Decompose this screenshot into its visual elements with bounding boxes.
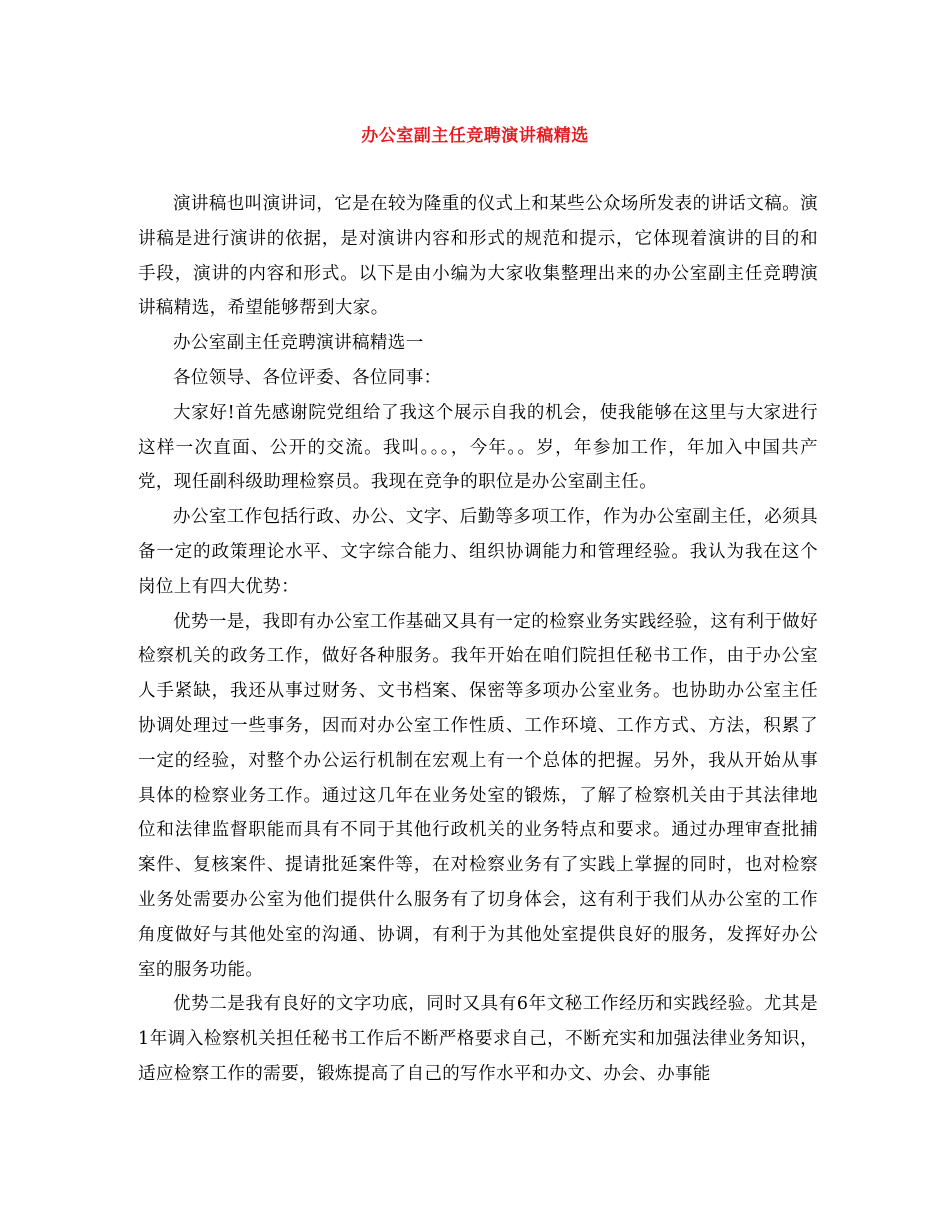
paragraph-intro: 演讲稿也叫演讲词，它是在较为隆重的仪式上和某些公众场所发表的讲话文稿。演讲稿是进行演讲的依据，是对演讲内容和形式的规范和提示，它体现着演讲的目的和手段，演讲的内容和形式。以下是由小编为大家收集整理出来的办公室副主任竞聘演讲稿精选，希望能够帮到大家。 [138, 194, 818, 319]
paragraph-advantage-two: 优势二是我有良好的文字功底，同时又具有6年文秘工作经历和实践经验。尤其是1年调入检察机关担任秘书工作后不断严格要求自己，不断充实和加强法律业务知识，适应检察工作的需要，锻炼提高了自己的写作水平和办文、办会、办事能 [138, 994, 818, 1084]
paragraph-section-heading: 办公室副主任竞聘演讲稿精选一 [173, 333, 424, 354]
paragraph-salutation: 各位领导、各位评委、各位同事： [173, 367, 442, 388]
paragraph-greeting: 大家好!首先感谢院党组给了我这个展示自我的机会，使我能够在这里与大家进行这样一次直面、公开的交流。我叫。。。，今年。。岁，年参加工作，年加入中国共产党，现任副科级助理检察员。我现在竞争的职位是办公室副主任。 [138, 402, 818, 493]
document-body [138, 187, 818, 1092]
document-title: 办公室副主任竞聘演讲稿精选 [361, 126, 589, 146]
paragraph-advantage-one: 优势一是，我即有办公室工作基础又具有一定的检察业务实践经验，这有利于做好检察机关的政务工作，做好各种服务。我年开始在咱们院担任秘书工作，由于办公室人手紧缺，我还从事过财务、文书档案、保密等多项办公室业务。也协助办公室主任协调处理过一些事务，因而对办公室工作性质、工作环境、工作方式、方法，积累了一定的经验，对整个办公运行机制在宏观上有一个总体的把握。另外，我从开始从事具体的检察业务工作。通过这几年在业务处室的锻炼，了解了检察机关由于其法律地位和法律监督职能而具有不同于其他行政机关的业务特点和要求。通过办理审查批捕案件、复核案件、提请批延案件等，在对检察业务有了实践上掌握的同时，也对检察业务处需要办公室为他们提供什么服务有了切身体会，这有利于我们从办公室的工作角度做好与其他处室的沟通、协调，有利于为其他处室提供良好的服务，发挥好办公室的服务功能。 [138, 611, 818, 980]
paragraph-office-duties: 办公室工作包括行政、办公、文字、后勤等多项工作，作为办公室副主任，必须具备一定的政策理论水平、文字综合能力、组织协调能力和管理经验。我认为我在这个岗位上有四大优势： [138, 507, 818, 597]
